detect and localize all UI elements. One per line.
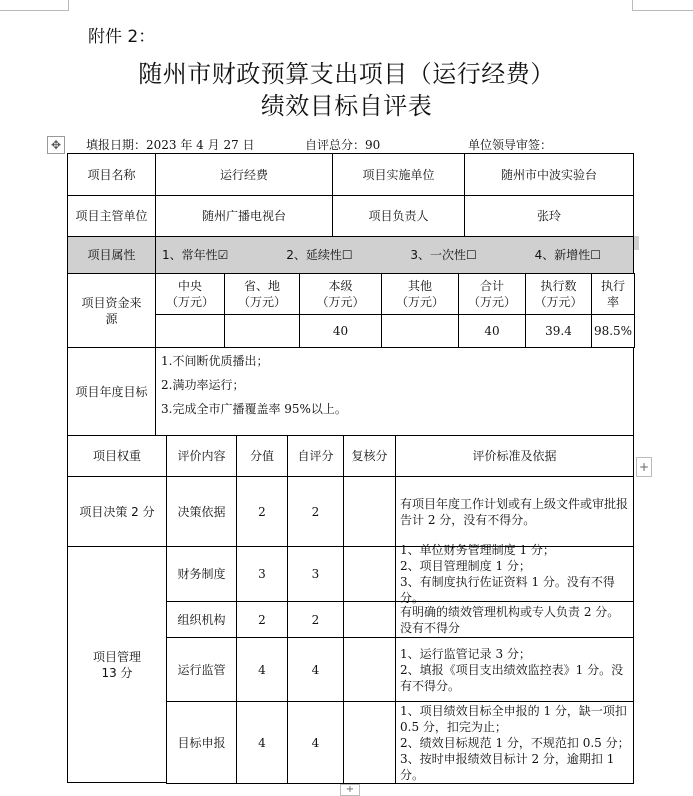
attribute-label: 项目属性 bbox=[67, 236, 156, 274]
management-content-1: 组织机构 bbox=[166, 601, 237, 638]
goal-item: 1.不间断优质播出； bbox=[161, 354, 269, 368]
management-review-2 bbox=[343, 637, 396, 702]
crop-mark-top-right bbox=[632, 0, 693, 11]
project-name-value: 运行经费 bbox=[155, 153, 333, 196]
decision-score: 2 bbox=[236, 476, 288, 547]
funds-value-6: 98.5% bbox=[591, 314, 635, 348]
funds-value-0 bbox=[155, 314, 225, 348]
criteria-line: 3、按时申报绩效目标计 2 分，逾期扣 1 分。 bbox=[400, 751, 615, 782]
table-move-handle-icon[interactable]: ✥ bbox=[47, 136, 65, 154]
management-self-3: 4 bbox=[287, 701, 344, 784]
funds-value-1 bbox=[224, 314, 300, 348]
leader-signoff: 单位领导审签： bbox=[468, 138, 553, 152]
decision-self: 2 bbox=[287, 476, 344, 547]
management-weight-line: 项目管理 bbox=[92, 649, 141, 664]
funds-header-2: 本级 （万元） bbox=[299, 273, 382, 315]
management-score-3: 4 bbox=[236, 701, 288, 784]
leader-label: 项目负责人 bbox=[332, 195, 465, 237]
goal-item: 3.完成全市广播覆盖率 95%以上。 bbox=[161, 402, 347, 416]
eval-header-content: 评价内容 bbox=[166, 435, 237, 477]
funds-header-0: 中央 （万元） bbox=[155, 273, 225, 315]
add-column-icon[interactable]: + bbox=[636, 457, 652, 477]
add-row-icon[interactable]: + bbox=[340, 784, 360, 796]
scroll-marker bbox=[634, 236, 639, 250]
management-review-3 bbox=[343, 701, 396, 784]
criteria-line: 2、项目管理制度 1 分； bbox=[400, 559, 531, 573]
leader-value: 张玲 bbox=[464, 195, 634, 237]
funds-header-6: 执行 率 bbox=[591, 273, 635, 315]
attribute-option-annual[interactable]: 1、常年性☑ bbox=[162, 248, 229, 262]
management-content-2: 运行监管 bbox=[166, 637, 237, 702]
goals-label: 项目年度目标 bbox=[67, 347, 156, 436]
decision-criteria bbox=[395, 476, 634, 547]
criteria-line: 1、单位财务管理制度 1 分； bbox=[400, 543, 555, 557]
eval-header-review: 复核分 bbox=[343, 435, 396, 477]
criteria-line: 3、有制度执行佐证资料 1 分。没有不得分。 bbox=[400, 575, 615, 605]
funds-value-2: 40 bbox=[299, 314, 382, 348]
management-weight-text bbox=[93, 649, 141, 681]
attribute-option-new[interactable]: 4、新增性☐ bbox=[534, 248, 601, 262]
management-score-1: 2 bbox=[236, 601, 288, 638]
criteria-line: 有明确的绩效管理机构或专人负责 2 分。没有不得分 bbox=[400, 604, 620, 635]
goal-item: 2.满功率运行； bbox=[161, 378, 245, 392]
funds-header-4: 合计 （万元） bbox=[458, 273, 526, 315]
management-self-2: 4 bbox=[287, 637, 344, 702]
self-score: 自评总分：90 bbox=[305, 138, 381, 152]
supervisor-label: 项目主管单位 bbox=[67, 195, 156, 237]
funds-value-4: 40 bbox=[458, 314, 526, 348]
fill-date: 填报日期：2023 年 4 月 27 日 bbox=[86, 138, 255, 152]
impl-unit-label: 项目实施单位 bbox=[332, 153, 465, 196]
impl-unit-value: 随州市中波实验台 bbox=[464, 153, 634, 196]
funds-header-5: 执行数 （万元） bbox=[525, 273, 592, 315]
attribute-options bbox=[155, 236, 634, 274]
management-review-1 bbox=[343, 601, 396, 638]
criteria-line: 有项目年度工作计划或有上级文件或审批报告计 2 分，没有不得分。 bbox=[400, 496, 629, 527]
funds-header-3: 其他 （万元） bbox=[381, 273, 459, 315]
management-criteria-1 bbox=[395, 601, 634, 638]
criteria-line: 2、绩效目标规范 1 分，不规范扣 0.5 分； bbox=[400, 735, 630, 750]
criteria-line: 2、填报《项目支出绩效监控表》1 分。没有不得分。 bbox=[400, 662, 624, 693]
management-score-0: 3 bbox=[236, 546, 288, 602]
attachment-label: 附件 2： bbox=[88, 27, 156, 47]
funds-label: 项目资金来源 bbox=[67, 273, 156, 348]
funds-value-5: 39.4 bbox=[525, 314, 592, 348]
funds-header-1: 省、地 （万元） bbox=[224, 273, 300, 315]
management-weight-line: 13 分 bbox=[101, 665, 133, 680]
criteria-line: 1、运行监管记录 3 分； bbox=[400, 646, 531, 661]
title-line-1: 随州市财政预算支出项目（运行经费） bbox=[138, 60, 555, 88]
supervisor-value: 随州广播电视台 bbox=[155, 195, 333, 237]
attribute-option-onetime[interactable]: 3、一次性☐ bbox=[410, 248, 477, 262]
goals-list bbox=[155, 347, 634, 436]
criteria-line: 1、项目绩效目标全申报的 1 分，缺一项扣 0.5 分，扣完为止； bbox=[400, 703, 627, 734]
project-name-label: 项目名称 bbox=[67, 153, 156, 196]
decision-content: 决策依据 bbox=[166, 476, 237, 547]
management-review-0 bbox=[343, 546, 396, 602]
decision-weight: 项目决策 2 分 bbox=[67, 476, 167, 547]
management-weight bbox=[67, 546, 167, 783]
management-self-1: 2 bbox=[287, 601, 344, 638]
management-content-3: 目标申报 bbox=[166, 701, 237, 784]
eval-header-criteria: 评价标准及依据 bbox=[395, 435, 634, 477]
eval-header-score: 分值 bbox=[236, 435, 288, 477]
management-criteria-3 bbox=[395, 701, 634, 784]
management-criteria-0 bbox=[395, 543, 634, 605]
eval-header-self: 自评分 bbox=[287, 435, 344, 477]
management-self-0: 3 bbox=[287, 546, 344, 602]
title-line-2: 绩效目标自评表 bbox=[260, 92, 433, 120]
eval-header-weight: 项目权重 bbox=[67, 435, 167, 477]
attribute-option-continuing[interactable]: 2、延续性☐ bbox=[286, 248, 353, 262]
crop-mark-top-left bbox=[0, 0, 69, 11]
management-content-0: 财务制度 bbox=[166, 546, 237, 602]
funds-value-3 bbox=[381, 314, 459, 348]
decision-review bbox=[343, 476, 396, 547]
management-score-2: 4 bbox=[236, 637, 288, 702]
management-criteria-2 bbox=[395, 637, 634, 702]
